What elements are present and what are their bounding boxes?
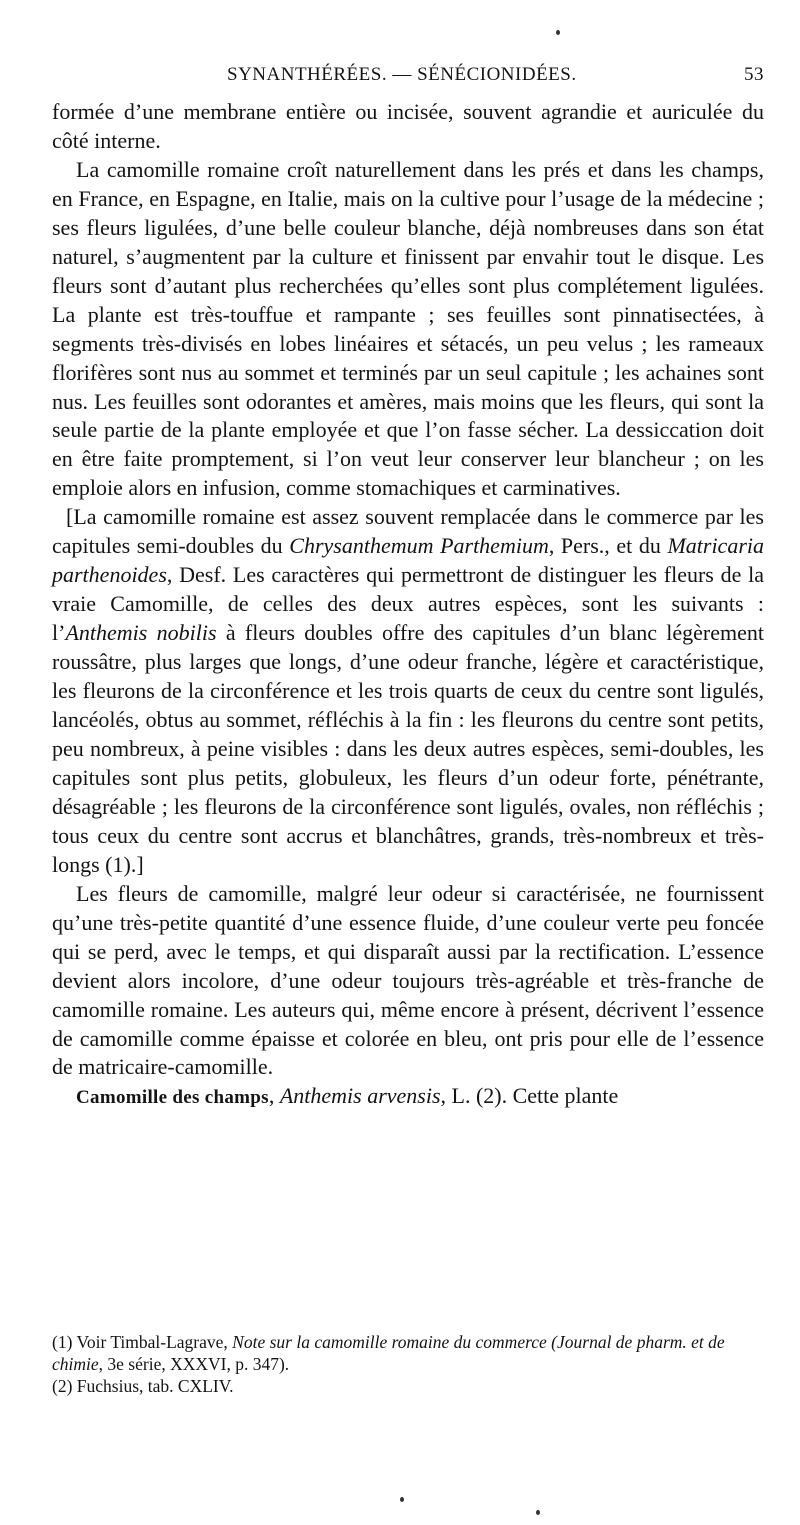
species-matricaria: Matricaria parthenoides bbox=[52, 533, 764, 588]
running-head-title: SYNANTHÉRÉES. — SÉNÉCIONIDÉES. bbox=[227, 64, 577, 85]
p3-text-d: à fleurs doubles offre des capitules d’un blanc légèrement roussâtre, plus larges que longs, d’une odeur franche, légère et caractéristique, les fleurons de la circonférence et les trois quarts de ceux du centre sont ligulés, lancéolés, obtus au sommet, réfléchis à la fin : les fleurons du centre sont petits, peu nombreux, à peine visibles : dans les deux autres espèces, semi-doubles, les capitules sont plus petits, globuleux, les fleurs d’un odeur forte, pénétrante, désagréable ; les fleurons de la circonférence sont ligulés, ovales, non réfléchis ; tous ceux du centre sont accrus et blanchâtres, grands, très-nombreux et très-longs (1).] bbox=[52, 620, 764, 877]
p3-text-c: , Desf. Les caractères qui permettront de distinguer les fleurs de la vraie Camomille, de celles des deux autres espèces, sont les suivants : l’ bbox=[52, 562, 764, 646]
p3-text-a: [La camomille romaine est assez souvent remplacée dans le commerce par les capitules semi-doubles du bbox=[52, 504, 764, 559]
print-speck bbox=[536, 1510, 540, 1515]
page-number: 53 bbox=[744, 64, 764, 85]
footnote-2: (2) Fuchsius, tab. CXLIV. bbox=[52, 1376, 234, 1396]
paragraph-field-chamomile bbox=[52, 1082, 764, 1113]
paragraph-continuation: formée d’une membrane entière ou incisée, souvent agrandie et auriculée du côté interne. bbox=[52, 99, 764, 153]
p5-rest: , L. (2). Cette plante bbox=[440, 1083, 619, 1109]
print-speck bbox=[556, 30, 560, 35]
species-chrysanthemum: Chrysanthemum Parthemium bbox=[289, 533, 549, 559]
running-head bbox=[52, 62, 764, 92]
p5-sep: , bbox=[268, 1083, 280, 1109]
print-speck bbox=[400, 1497, 404, 1502]
species-anthemis-arvensis: Anthemis arvensis bbox=[279, 1083, 441, 1109]
body-text bbox=[52, 98, 764, 1113]
paragraph-essence: Les fleurs de camomille, malgré leur odeur si caractérisée, ne fournissent qu’une très-petite quantité d’une essence fluide, d’une couleur verte peu foncée qui se perd, avec le temps, et qui disparaît aussi par la rectification. L’essence devient alors incolore, d’une odeur toujours très-agréable et très-franche de camomille romaine. Les auteurs qui, même encore à présent, décrivent l’essence de camomille comme épaisse et colorée en bleu, ont pris pour elle de l’essence de matricaire-camomille. bbox=[52, 880, 764, 1080]
footnotes bbox=[52, 1331, 764, 1397]
footnote-1-title: Note sur la camomille romaine du commerce (Journal de pharm. et de chimie bbox=[52, 1332, 725, 1374]
species-anthemis-nobilis: Anthemis nobilis bbox=[65, 620, 217, 646]
footnote-1-text-b: , 3e série, XXXVI, p. 347). bbox=[98, 1354, 290, 1374]
paragraph-roman-chamomile: La camomille romaine croît naturellement dans les prés et dans les champs, en France, en Espagne, en Italie, mais on la cultive pour l’usage de la médecine ; ses fleurs ligulées, d’une belle couleur blanche, déjà nombreuses dans son état naturel, s’augmentent par la culture et finissent par envahir tout le disque. Les fleurs sont d’autant plus recherchées qu’elles sont plus complétement ligulées. La plante est très-touffue et rampante ; ses feuilles sont pinnatisectées, à segments très-divisés en lobes linéaires et sétacés, un peu velus ; les rameaux florifères sont nus au sommet et terminés par un seul capitule ; les achaines sont nus. Les feuilles sont odorantes et amères, mais moins que les fleurs, qui sont la seule partie de la plante employée et que l’on fasse sécher. La dessiccation doit en être faite promptement, si l’on veut leur conserver leur blancheur ; on les emploie alors en infusion, comme stomachiques et carminatives. bbox=[52, 156, 764, 501]
footnote-1 bbox=[52, 1331, 764, 1375]
footnote-1-text-a: (1) Voir Timbal-Lagrave, bbox=[52, 1332, 233, 1352]
paragraph-substitutes bbox=[52, 503, 764, 879]
p3-text-b: , Pers., et du bbox=[548, 533, 668, 559]
section-heading: Camomille des champs bbox=[76, 1087, 269, 1109]
